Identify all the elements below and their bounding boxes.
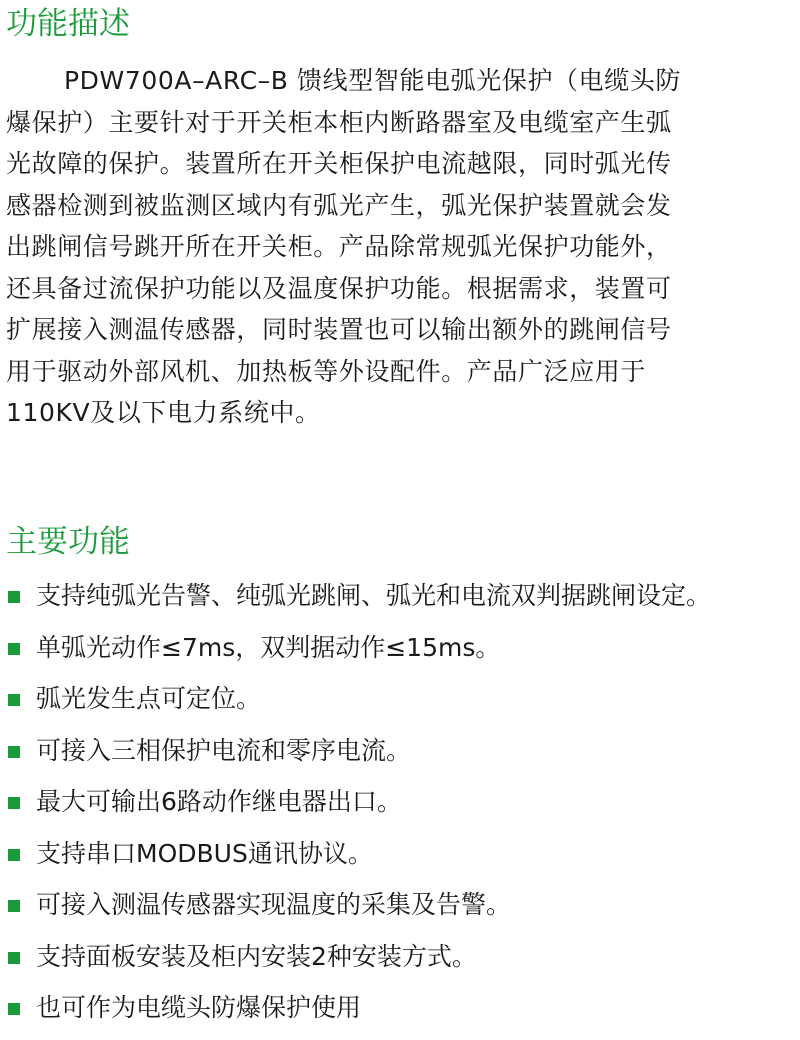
feature-item — [8, 885, 711, 937]
green-square-bullet-icon — [8, 952, 20, 964]
feature-item — [8, 628, 711, 680]
description-line: 感器检测到被监测区域内有弧光产生，弧光保护装置就会发 — [6, 190, 672, 220]
feature-text: 支持纯弧光告警、纯弧光跳闸、弧光和电流双判据跳闸设定。 — [36, 581, 712, 610]
section-title-description: 功能描述 — [6, 6, 130, 42]
feature-text: 支持面板安装及柜内安装2种安装方式。 — [36, 941, 477, 971]
feature-item — [8, 576, 711, 628]
green-square-bullet-icon — [8, 694, 20, 706]
feature-text: 支持串口MODBUS通讯协议。 — [36, 838, 373, 868]
section-title-features: 主要功能 — [6, 524, 130, 560]
green-square-bullet-icon — [8, 1003, 20, 1015]
description-line: 用于驱动外部风机、加热板等外设配件。产品广泛应用于 — [6, 356, 647, 386]
description-paragraph — [6, 60, 776, 434]
feature-text: 单弧光动作≤7ms，双判据动作≤15ms。 — [36, 632, 501, 662]
feature-text: 弧光发生点可定位。 — [36, 684, 262, 713]
feature-item — [8, 679, 711, 731]
description-line: 110KV及以下电力系统中。 — [6, 398, 321, 427]
green-square-bullet-icon — [8, 643, 20, 655]
feature-text: 最大可输出6路动作继电器出口。 — [36, 787, 402, 816]
green-square-bullet-icon — [8, 746, 20, 758]
green-square-bullet-icon — [8, 591, 20, 603]
green-square-bullet-icon — [8, 849, 20, 861]
description-line: 扩展接入测温传感器，同时装置也可以输出额外的跳闸信号 — [6, 315, 672, 344]
description-line: PDW700A–ARC–B 馈线型智能电弧光保护（电缆头防 — [64, 66, 682, 95]
description-line: 还具备过流保护功能以及温度保护功能。根据需求，装置可 — [6, 273, 672, 303]
feature-item — [8, 834, 711, 886]
feature-item — [8, 988, 711, 1040]
feature-text: 也可作为电缆头防爆保护使用 — [36, 993, 362, 1022]
description-line: 爆保护）主要针对于开关柜本柜内断路器室及电缆室产生弧 — [6, 107, 672, 137]
feature-item — [8, 731, 711, 783]
feature-text: 可接入三相保护电流和零序电流。 — [36, 735, 412, 765]
feature-list — [8, 576, 711, 1040]
green-square-bullet-icon — [8, 900, 20, 912]
feature-text: 可接入测温传感器实现温度的采集及告警。 — [36, 890, 512, 919]
green-square-bullet-icon — [8, 797, 20, 809]
feature-item — [8, 937, 711, 989]
description-line: 出跳闸信号跳开所在开关柜。产品除常规弧光保护功能外， — [6, 232, 672, 261]
feature-item — [8, 782, 711, 834]
description-line: 光故障的保护。装置所在开关柜保护电流越限，同时弧光传 — [6, 149, 672, 178]
